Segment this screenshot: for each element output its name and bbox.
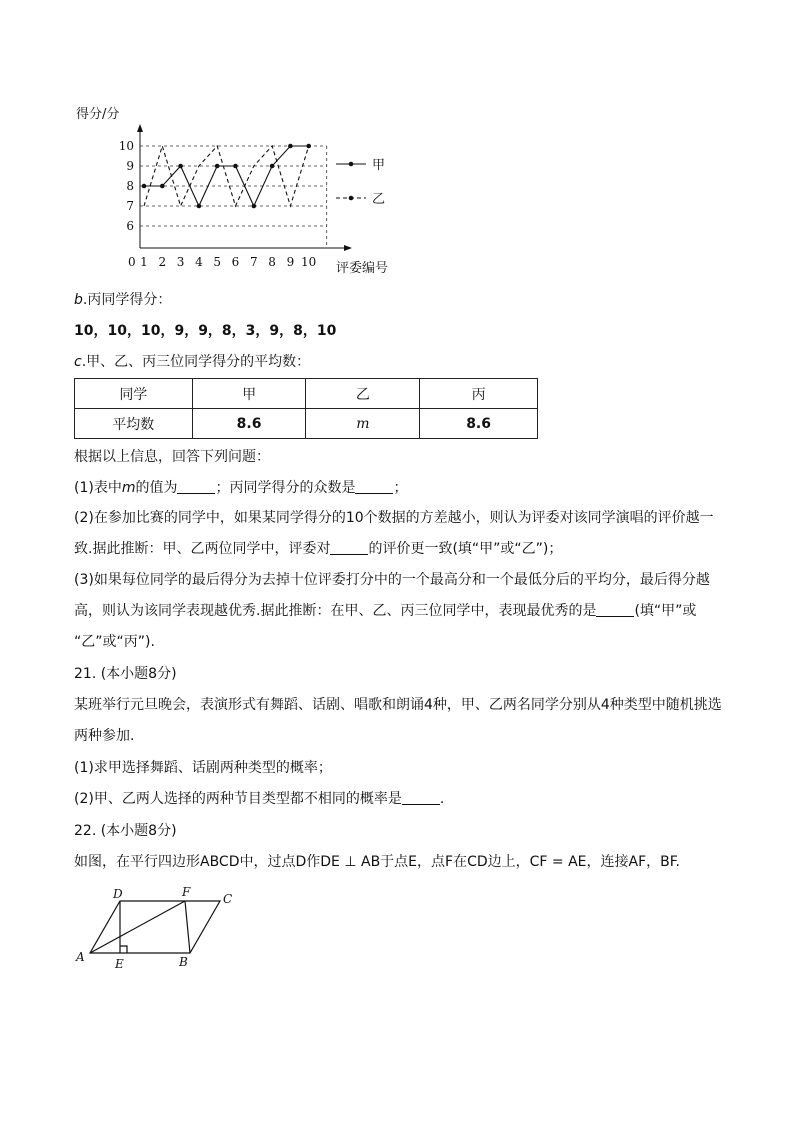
point-label-e: E [115,957,124,971]
y-axis-arrow [137,124,143,132]
x-tick-label: 7 [249,255,258,269]
x-tick-label: 6 [231,255,240,269]
data-point [197,204,202,209]
question-2-line-1: (2)在参加比赛的同学中，如果某同学得分的10个数据的方差越小，则认为评委对该同学演唱的评价越一 [74,510,714,526]
b-line: b.丙同学得分： [74,292,172,308]
y-tick-label: 6 [126,219,134,233]
point-label-d: D [113,887,123,901]
data-point [233,164,238,169]
problem-21-question-1: (1)求甲选择舞蹈、话剧两种类型的概率； [74,760,332,776]
problem-22-line-1: 如图，在平行四边形ABCD中，过点D作DE ⊥ AB于点E，点F在CD边上，CF = AE，连接AF，BF. [74,854,680,870]
answer-blank[interactable] [596,602,634,617]
score-line-chart [72,100,402,280]
point-label-f: F [182,885,191,899]
x-tick-label: 9 [286,255,295,269]
legend-marker [349,196,354,201]
answer-blank[interactable] [355,479,393,494]
x-tick-label: 8 [268,255,276,269]
point-label-a: A [76,950,85,964]
x-axis-arrow [344,245,352,251]
x-tick-label: 5 [213,255,222,269]
table-header-cell: 丙 [420,379,538,409]
table-row-label: 平均数 [75,409,193,439]
legend-marker [349,162,354,167]
data-point [288,144,293,149]
data-point [142,184,147,189]
x-tick-label: 2 [158,255,167,269]
right-angle-mark [120,946,127,953]
question-3-line-1: (3)如果每位同学的最后得分为去掉十位评委打分中的一个最高分和一个最低分后的平均分，最后得分越 [74,572,710,588]
question-3-line-3: “乙”或“丙”). [74,634,155,650]
data-point [252,204,257,209]
origin-label: 0 [128,255,136,269]
problem-22-heading: 22. (本小题8分) [74,823,177,839]
average-table [74,378,538,439]
data-point [270,164,275,169]
problem-21-heading: 21. (本小题8分) [74,666,177,682]
table-cell: 8.6 [192,409,306,439]
table-header-row [75,379,538,409]
question-3-line-2: 高，则认为该同学表现越优秀.据此推断：在甲、乙、丙三位同学中，表现最优秀的是 (填“甲”或 [74,603,697,619]
data-point [160,184,165,189]
answer-blank[interactable] [402,790,440,805]
parallelogram-figure [72,885,252,975]
table-cell: 8.6 [420,409,538,439]
y-tick-label: 10 [118,139,134,153]
legend-label: 乙 [372,192,386,207]
data-point [306,144,311,149]
problem-21-line-1: 某班举行元旦晚会，表演形式有舞蹈、话剧、唱歌和朗诵4种，甲、乙两名同学分别从4种类型中随机挑选 [74,697,722,713]
segment-af [90,901,185,953]
question-2-line-2: 致.据此推断：甲、乙两位同学中，评委对 的评价更一致(填“甲”或“乙”)； [74,541,563,557]
problem-21-line-2: 两种参加. [74,728,135,744]
point-label-c: C [223,892,233,906]
y-tick-label: 9 [126,159,134,173]
table-header-cell: 同学 [75,379,193,409]
x-tick-label: 4 [195,255,203,269]
x-tick-label: 1 [140,255,148,269]
question-1: (1)表中m的值为 ；丙同学得分的众数是 ； [74,480,408,496]
data-point [178,164,183,169]
table-cell: m [306,409,420,439]
segment-bf [185,901,190,953]
legend-label: 甲 [372,158,386,173]
problem-21-question-2: (2)甲、乙两人选择的两种节目类型都不相同的概率是 . [74,791,445,807]
y-tick-label: 7 [126,199,134,213]
point-label-b: B [179,955,188,969]
x-tick-label: 3 [176,255,185,269]
y-axis-label: 得分/分 [76,107,120,122]
x-axis-label: 评委编号 [336,261,389,276]
data-point [215,164,220,169]
series-line-yi [144,146,309,206]
x-tick-label: 10 [301,255,317,269]
c-line: c.甲、乙、丙三位同学得分的平均数： [74,354,311,370]
answer-blank[interactable] [177,479,215,494]
b-scores: 10，10，10，9，9，8，3，9，8，10 [74,323,337,339]
info-prompt: 根据以上信息，回答下列问题： [74,449,270,465]
table-row [75,409,538,439]
y-tick-label: 8 [126,179,134,193]
table-header-cell: 甲 [192,379,306,409]
parallelogram-abcd [90,901,220,953]
answer-blank[interactable] [330,540,368,555]
table-header-cell: 乙 [306,379,420,409]
